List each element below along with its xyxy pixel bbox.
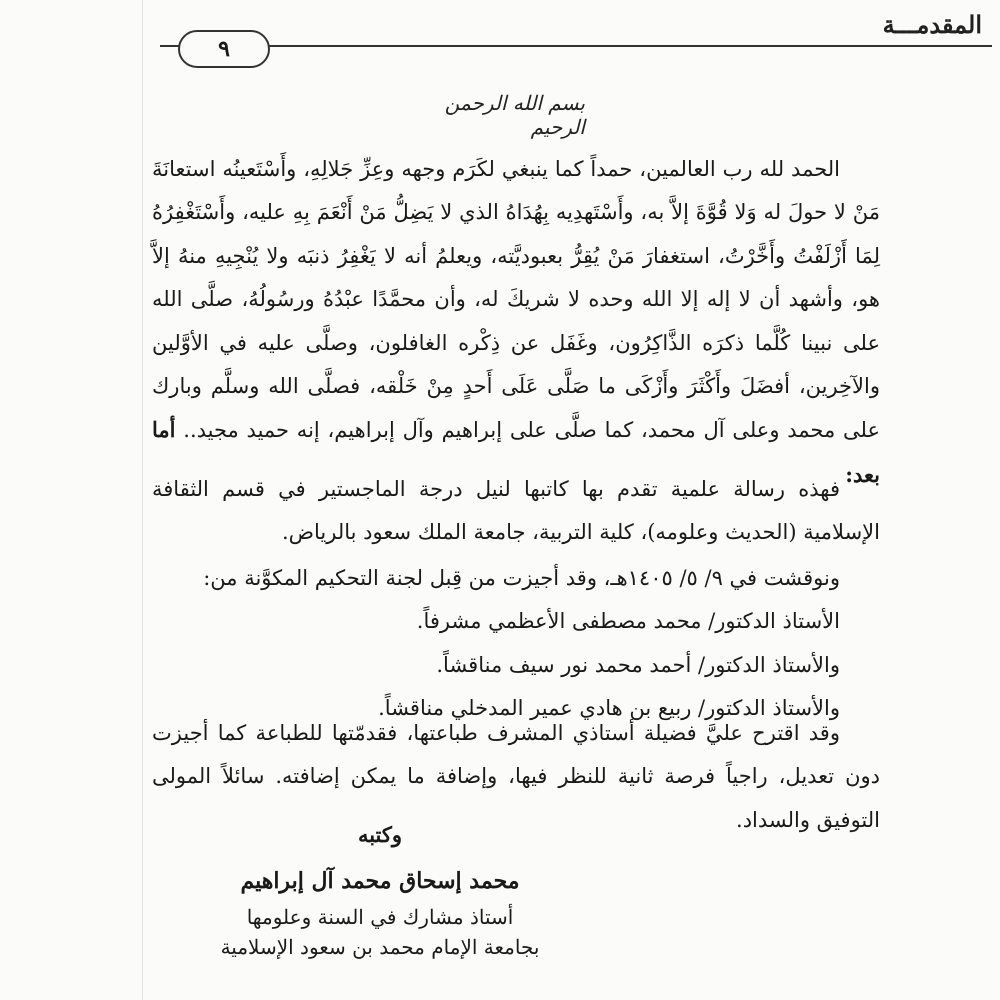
signature-intro: وكتبه bbox=[357, 822, 403, 847]
committee-intro: ونوقشت في ٩/ ٥/ ١٤٠٥هـ، وقد أجيزت من قِبل لجنة التحكيم المكوَّنة من: bbox=[203, 566, 840, 590]
committee-member: والأستاذ الدكتور/ ربيع بن هادي عمير المدخلي مناقشاً. bbox=[378, 696, 840, 721]
author-name: محمد إسحاق محمد آل إبراهيم bbox=[240, 868, 520, 894]
author-title: أستاذ مشارك في السنة وعلومها bbox=[246, 905, 514, 929]
committee-member: الأستاذ الدكتور/ محمد مصطفى الأعظمي مشرفاً. bbox=[416, 609, 840, 634]
committee-section bbox=[152, 557, 880, 731]
opening-text: الحمد لله رب العالمين، حمداً كما ينبغي لكَرَم وجهه وعِزِّ جَلالِهِ، وأَسْتَعينُه استعانَةَ مَنْ لا حولَ له وَلا قُوَّةَ إلاَّ به، وأَسْتَهدِيه بِهُدَاهُ الذي لا يَضِلُّ مَنْ أَنْعَمَ بِهِ عليه، وأَسْتَغْفِرُهُ لِمَا أَزْلَفْتُ وأَخَّرْتُ، استغفارَ مَنْ يُقِرُّ بعبوديَّته، ويعلمُ أنه لا يَغْفِرُ ذنبَه ولا يُنْجِيهِ منهُ إلاَّ هو، وأشهد أن لا إله إلا الله وحده لا شريكَ له، وأن محمَّدًا عبْدُهُ ورسُولُهُ، صلَّى الله على نبينا كُلَّما ذكرَه الذَّاكِرُون، وغَفَل عن ذِكْره الغافلون، وصلَّى عليه في الأوَّلين والآخِرين، أفضَلَ وأَكْثَرَ وأَزْكَى ما صَلَّى عَلَى أَحدٍ مِنْ خَلْقه، فصلَّى الله وسلَّم وبارك على محمد وعلى آل محمد، كما صلَّى على إبراهيم وآل إبراهيم، إنه حميد مجيد.. bbox=[152, 157, 880, 443]
page-edge-line bbox=[142, 0, 143, 1000]
thesis-paragraph bbox=[152, 468, 880, 555]
paragraph bbox=[152, 148, 880, 497]
page-number: ٩ bbox=[178, 30, 270, 68]
header-rule bbox=[160, 45, 992, 47]
opening-paragraph bbox=[152, 148, 880, 497]
author-affiliation: بجامعة الإمام محمد بن سعود الإسلامية bbox=[220, 935, 540, 959]
amma-baad: أما بعد: bbox=[152, 417, 880, 487]
chapter-title: المقدمـــة bbox=[882, 10, 982, 39]
committee-member: والأستاذ الدكتور/ أحمد محمد نور سيف مناقشاً. bbox=[436, 652, 840, 677]
paragraph: فهذه رسالة علمية تقدم بها كاتبها لنيل درجة الماجستير في قسم الثقافة الإسلامية (الحديث وعلومه)، كلية التربية، جامعة الملك سعود بالرياض. bbox=[152, 477, 880, 545]
basmala-calligraphy: بسم الله الرحمن الرحيم bbox=[444, 91, 585, 139]
paragraph: وقد اقترح عليَّ فضيلة أستاذي المشرف طباعتها، فقدمّتها للطباعة كما أجيزت دون تعديل، راجياً فرصة ثانية للنظر فيها، وإضافة ما يمكن إضافته. سائلاً المولى التوفيق والسداد. bbox=[152, 721, 880, 832]
